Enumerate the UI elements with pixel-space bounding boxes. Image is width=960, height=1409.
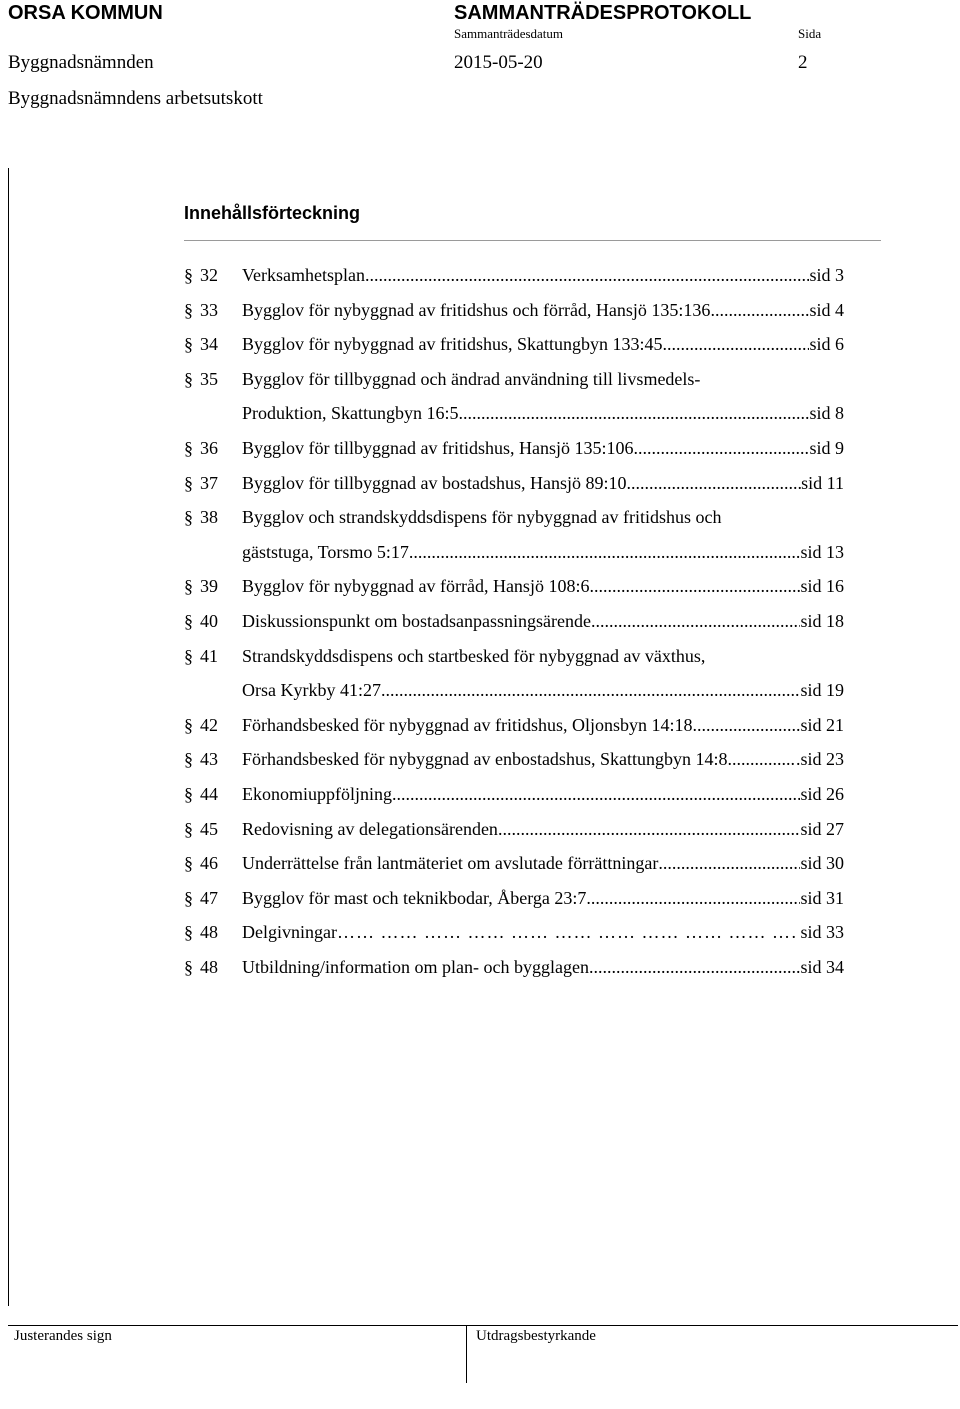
dot-leader <box>727 742 796 777</box>
toc-entry <box>184 604 844 639</box>
toc-entry-title: Bygglov för tillbyggnad av fritidshus, Hansjö 135:106 <box>242 437 634 458</box>
section-symbol: § <box>184 576 193 597</box>
toc-entry-page: sid 26 <box>800 783 844 804</box>
toc-entry <box>184 466 844 501</box>
board-name: Byggnadsnämnden <box>8 52 154 73</box>
toc-entry-page: sid 19 <box>800 680 844 701</box>
toc-entry-number: 48 <box>200 922 218 943</box>
dot-leader <box>658 846 800 881</box>
toc-entry-title: Ekonomiuppföljning <box>242 783 392 804</box>
toc-entry-title: Strandskyddsdispens och startbesked för nybyggnad av växthus, <box>242 645 706 666</box>
table-of-contents <box>184 258 844 984</box>
toc-entry-title: Förhandsbesked för nybyggnad av fritidshus, Oljonsbyn 14:18 <box>242 714 693 735</box>
toc-entry-page: sid 11 <box>801 472 844 493</box>
toc-entry-page: sid 21 <box>800 714 844 735</box>
dot-leader <box>498 812 801 847</box>
toc-entry <box>184 742 844 777</box>
section-symbol: § <box>184 437 193 458</box>
toc-entry <box>184 639 844 708</box>
toc-entry-number: 36 <box>200 437 218 458</box>
toc-entry-title: Bygglov för tillbyggnad och ändrad användning till livsmedels- <box>242 368 701 389</box>
toc-entry <box>184 258 844 293</box>
toc-entry-page: sid 27 <box>800 818 844 839</box>
toc-entry-title: Bygglov och strandskyddsdispens för nybyggnad av fritidshus och <box>242 507 722 528</box>
toc-entry-title: Förhandsbesked för nybyggnad av enbostadshus, Skattungbyn 14:8 <box>242 749 728 770</box>
toc-entry-number: 35 <box>200 368 218 389</box>
sub-board-name: Byggnadsnämndens arbetsutskott <box>8 88 263 109</box>
toc-entry <box>184 846 844 881</box>
toc-entry-number: 47 <box>200 887 218 908</box>
toc-entry-number: 46 <box>200 853 218 874</box>
section-symbol: § <box>184 472 193 493</box>
toc-entry <box>184 881 844 916</box>
toc-entry-number: 39 <box>200 576 218 597</box>
toc-entry-number: 42 <box>200 714 218 735</box>
toc-entry-title: Redovisning av delegationsärenden <box>242 818 498 839</box>
toc-entry-number: 41 <box>200 645 218 666</box>
dot-leader <box>589 569 800 604</box>
section-symbol: § <box>184 749 193 770</box>
section-symbol: § <box>184 887 193 908</box>
toc-entry-page: sid 3 <box>809 265 844 285</box>
toc-entry-title: Underrättelse från lantmäteriet om avslutade förrättningar <box>242 853 659 874</box>
organization-name: ORSA KOMMUN <box>8 2 163 24</box>
toc-entry-number: 38 <box>200 507 218 528</box>
toc-entry-number: 48 <box>200 956 218 977</box>
toc-entry <box>184 500 844 569</box>
toc-entry-page: sid 9 <box>809 437 844 458</box>
dot-leader <box>662 327 809 362</box>
dot-leader <box>633 431 809 466</box>
toc-entry-page: sid 31 <box>800 887 844 908</box>
meeting-date: 2015-05-20 <box>454 52 543 73</box>
toc-entry-page: sid 30 <box>800 853 844 874</box>
toc-title: Innehållsförteckning <box>184 203 361 223</box>
toc-entry-title-continued: Produktion, Skattungbyn 16:5 <box>242 403 459 424</box>
toc-entry-page: sid 8 <box>809 403 844 424</box>
dot-leader <box>626 466 801 501</box>
toc-entry <box>184 293 844 328</box>
toc-entry-title: Verksamhetsplan <box>242 265 365 285</box>
section-symbol: § <box>184 265 193 285</box>
toc-entry-page: sid 34 <box>800 956 844 977</box>
section-symbol: § <box>184 507 193 528</box>
toc-entry-title: Delgivningar <box>242 922 337 943</box>
section-symbol: § <box>184 714 193 735</box>
toc-entry-number: 34 <box>200 334 218 355</box>
toc-entry <box>184 812 844 847</box>
section-symbol: § <box>184 956 193 977</box>
toc-entry-page: sid 4 <box>809 299 844 320</box>
toc-entry-title: Bygglov för nybyggnad av fritidshus och förråd, Hansjö 135:136 <box>242 299 711 320</box>
toc-entry-page: sid 6 <box>809 334 844 355</box>
section-symbol: § <box>184 922 193 943</box>
section-symbol: § <box>184 783 193 804</box>
toc-entry <box>184 708 844 743</box>
dot-leader <box>409 535 801 570</box>
toc-entry-number: 32 <box>200 265 218 285</box>
document-type: SAMMANTRÄDESPROTOKOLL <box>454 2 752 24</box>
toc-entry <box>184 950 844 985</box>
dot-leader <box>692 708 800 743</box>
toc-entry-title: Utbildning/information om plan- och bygglagen <box>242 956 589 977</box>
toc-entry-page: . sid 33 <box>791 922 844 943</box>
section-symbol: § <box>184 334 193 355</box>
toc-entry-number: 33 <box>200 299 218 320</box>
toc-entry <box>184 915 844 950</box>
dot-leader <box>365 258 810 293</box>
toc-entry-title: Diskussionspunkt om bostadsanpassningsärende <box>242 610 591 631</box>
section-symbol: § <box>184 818 193 839</box>
toc-entry <box>184 327 844 362</box>
toc-entry-title: Bygglov för nybyggnad av fritidshus, Skattungbyn 133:45 <box>242 334 663 355</box>
toc-entry-page: sid 13 <box>800 541 844 562</box>
toc-entry-title: Bygglov för tillbyggnad av bostadshus, Hansjö 89:10 <box>242 472 627 493</box>
toc-entry-page: sid 16 <box>800 576 844 597</box>
dot-leader <box>381 673 801 708</box>
toc-entry <box>184 362 844 431</box>
dot-leader <box>710 293 809 328</box>
toc-entry-page: .sid 23 <box>795 749 844 770</box>
toc-title-rule <box>184 240 881 241</box>
section-symbol: § <box>184 853 193 874</box>
page-label: Sida <box>798 26 822 41</box>
section-symbol: § <box>184 368 193 389</box>
section-symbol: § <box>184 299 193 320</box>
toc-entry <box>184 431 844 466</box>
toc-entry-title: Bygglov för nybyggnad av förråd, Hansjö 108:6 <box>242 576 590 597</box>
footer-rule <box>8 1325 958 1326</box>
dot-leader <box>459 396 810 431</box>
footer-utdragsbestyrkande: Utdragsbestyrkande <box>476 1328 596 1344</box>
section-symbol: § <box>184 610 193 631</box>
toc-entry-number: 40 <box>200 610 218 631</box>
footer-justerandes-sign: Justerandes sign <box>14 1328 112 1344</box>
toc-entry-title: Bygglov för mast och teknikbodar, Åberga 23:7 <box>242 887 587 908</box>
toc-entry-number: 44 <box>200 783 218 804</box>
dot-leader <box>591 604 801 639</box>
dot-leader <box>589 950 801 985</box>
toc-entry-number: 43 <box>200 749 218 770</box>
toc-entry <box>184 777 844 812</box>
dot-leader <box>392 777 800 812</box>
dot-leader <box>586 881 800 916</box>
toc-entry-title-continued: gäststuga, Torsmo 5:17 <box>242 541 409 562</box>
dot-leader <box>337 915 792 950</box>
page-number: 2 <box>798 52 808 73</box>
toc-entry-page: sid 18 <box>800 610 844 631</box>
toc-entry-number: 37 <box>200 472 218 493</box>
section-symbol: § <box>184 645 193 666</box>
footer-divider <box>466 1325 467 1383</box>
date-label: Sammanträdesdatum <box>454 26 564 41</box>
toc-entry-number: 45 <box>200 818 218 839</box>
left-margin-rule <box>8 168 9 1306</box>
toc-entry-title-continued: Orsa Kyrkby 41:27 <box>242 680 381 701</box>
toc-entry <box>184 569 844 604</box>
